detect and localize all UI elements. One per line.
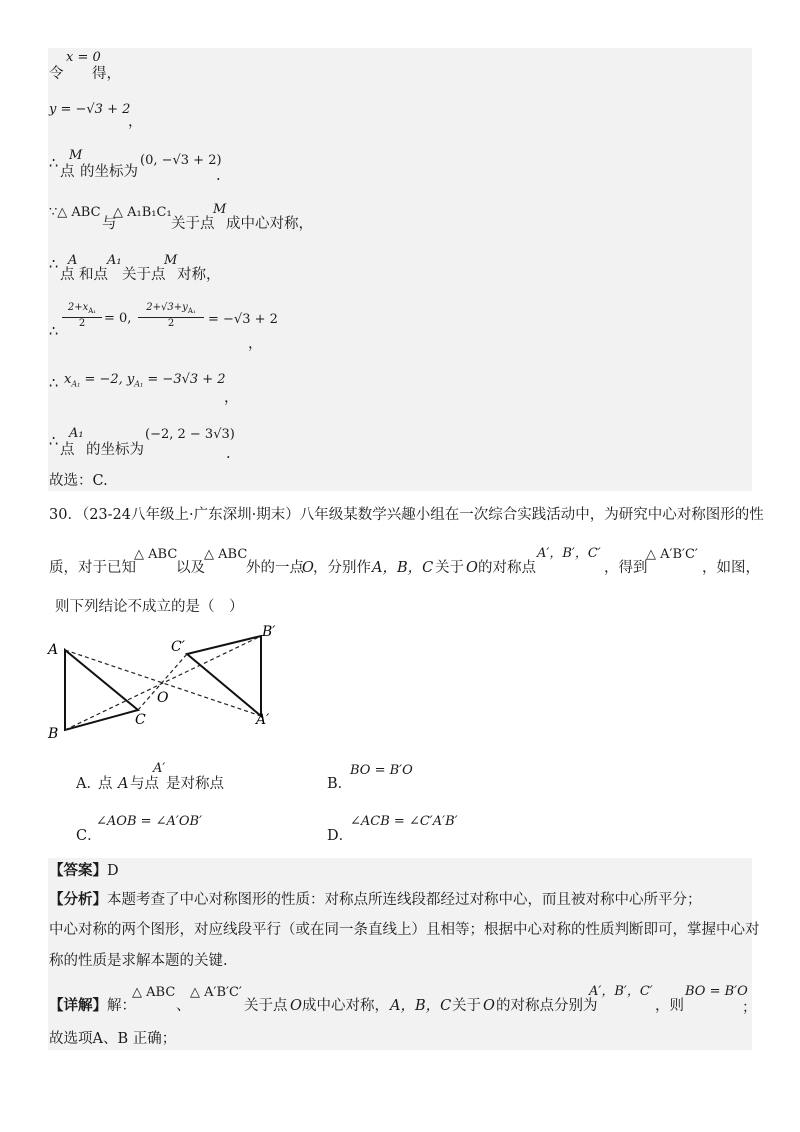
sol-l7-a: ∴ <box>49 376 59 392</box>
q2-h: ，得到 <box>604 560 648 576</box>
sol-l7-x: x <box>64 372 72 387</box>
sol-l6-c: ， <box>248 336 263 352</box>
sol-l8-d: . <box>226 446 231 462</box>
sol-l8-a: ∴ <box>49 434 59 450</box>
analysis-line-1: 本题考查了中心对称图形的性质：对称点所连线段都经过对称中心，而且被对称中心所平分； <box>107 892 702 908</box>
sol-l5-M: M <box>164 253 178 268</box>
sol-l5-A: A <box>68 253 78 268</box>
fraction-1 <box>62 302 102 330</box>
label-Bp: B′ <box>262 624 276 640</box>
q2-a: 质，对于已知 <box>49 560 136 576</box>
sol-l5-A1: A₁ <box>107 253 122 268</box>
option-a-text2: 与点 <box>130 776 159 792</box>
frac1-num: 2+x <box>67 302 89 313</box>
q2-d: ，分别作 <box>313 560 371 576</box>
answer-label: 【答案】 <box>49 862 107 879</box>
label-A: A <box>48 642 59 658</box>
analysis-line-2: 中心对称的两个图形，对应线段平行（或在同一条直线上）且相等；根据中心对称的性质判断即可，掌握中心对 <box>49 922 760 938</box>
analysis-line-3: 称的性质是求解本题的关键. <box>49 953 228 969</box>
sol-l4-c: △ A₁B₁C₁ <box>113 205 172 220</box>
option-d-label: D． <box>327 828 354 844</box>
label-O: O <box>157 690 169 706</box>
sol-l5-e: 对称， <box>177 267 221 283</box>
sol-l5-d: 关于点 <box>122 267 166 283</box>
option-c-eq: ∠AOB = ∠A′OB′ <box>96 814 203 829</box>
sol-l8-b: 点 <box>60 442 75 458</box>
sol-l4-d: 关于点 <box>171 216 215 232</box>
q2-tri3: △ A′B′C′ <box>646 547 698 562</box>
sol-l3-c: 的坐标为 <box>80 164 138 180</box>
sol-l4-b: 与 <box>102 216 117 232</box>
detail-O2: O <box>483 998 495 1014</box>
question-line-3: 则下列结论不成立的是（ ） <box>55 599 244 615</box>
answer-value: D <box>107 863 119 879</box>
frac1-sub: A₁ <box>88 307 97 315</box>
sol-l8-c: 的坐标为 <box>86 442 144 458</box>
dashed-line-bbp <box>65 636 261 730</box>
detail-c: 关于点 <box>244 998 288 1014</box>
geometry-figure <box>40 620 290 745</box>
option-a-pt2: A′ <box>153 761 166 776</box>
sol-l3-coord: (0, −√3 + 2) <box>140 153 222 168</box>
frac2-sub: A₁ <box>187 307 196 315</box>
sol-l5-b: 点 <box>60 267 75 283</box>
sol-l6-eq2: = −√3 + 2 <box>208 312 278 327</box>
question-line-1: 30．（23-24八年级上·广东深圳·期末）八年级某数学兴趣小组在一次综合实践活动中，为研究中心对称图形的性 <box>49 507 764 523</box>
q2-e: A，B，C <box>372 560 434 576</box>
sol-l4-a: ∵△ ABC <box>49 205 101 220</box>
detail-O: O <box>290 998 302 1014</box>
frac1-den: 2 <box>78 318 86 329</box>
option-a-pt: A <box>118 776 129 792</box>
detail-i: ； <box>742 1000 757 1016</box>
label-Ap: A′ <box>256 712 270 728</box>
sol-l3-b: 点 <box>60 164 75 180</box>
sol-l5-a: ∴ <box>49 257 59 273</box>
label-B: B <box>48 726 59 742</box>
sol-l2: y = −√3 + 2 <box>49 102 131 117</box>
sol-l4-e: 成中心对称， <box>226 216 313 232</box>
detail-label: 【详解】 <box>49 997 107 1014</box>
sol-l6-a: ∴ <box>49 324 59 340</box>
sol-l7-eq2: = −2, y <box>84 372 135 387</box>
detail-tri1: △ ABC <box>132 985 176 1000</box>
option-a-text3: 是对称点 <box>166 776 224 792</box>
option-d-eq: ∠ACB = ∠C′A′B′ <box>350 814 458 829</box>
detail-e: A，B，C <box>390 998 452 1014</box>
triangle-apbpcp <box>187 636 261 716</box>
sol-l2-c: ， <box>128 114 143 130</box>
option-c-label: C． <box>76 828 102 844</box>
option-a-label: A． <box>76 776 101 792</box>
sol-l7-c: ， <box>224 390 239 406</box>
q2-O2: O <box>466 560 478 576</box>
sol-l8-A1: A₁ <box>69 426 84 441</box>
detail-pts: A′，B′，C′ <box>589 984 653 999</box>
detail-a: 解： <box>107 998 136 1014</box>
fraction-2 <box>138 302 204 330</box>
option-b-eq: BO = B′O <box>350 763 413 778</box>
sol-choice: 故选：C. <box>49 473 108 489</box>
sol-l7-s2: A₁ <box>134 379 144 389</box>
detail-f: 关于 <box>452 998 481 1014</box>
detail-b: 、 <box>176 998 191 1014</box>
q2-O: O <box>302 560 314 576</box>
frac2-den: 2 <box>167 318 175 329</box>
sol-l1-a: 令 <box>49 66 64 82</box>
label-C: C <box>135 712 146 728</box>
q2-c: 外的一点 <box>246 560 304 576</box>
label-Cp: C′ <box>171 639 185 655</box>
sol-l5-c: 和点 <box>79 267 108 283</box>
q2-f: 关于 <box>435 560 464 576</box>
sol-l3-a: ∴ <box>49 156 59 172</box>
detail-g: 的对称点分别为 <box>496 998 598 1014</box>
q2-i: ，如图， <box>702 560 760 576</box>
sol-l7-s1: A₁ <box>71 379 81 389</box>
sol-l3-d: . <box>216 168 221 184</box>
sol-l6-eq1: = 0, <box>104 311 132 326</box>
detail-h: ，则 <box>655 998 684 1014</box>
sol-l8-coord: (−2, 2 − 3√3) <box>145 427 235 442</box>
detail-d: 成中心对称， <box>302 998 389 1014</box>
q2-tri1: △ ABC <box>134 547 178 562</box>
sol-l7-eq3: = −3√3 + 2 <box>147 372 226 387</box>
option-a-text1: 点 <box>98 776 113 792</box>
detail-eq: BO = B′O <box>685 984 748 999</box>
frac2-num: 2+√3+y <box>146 302 188 313</box>
sol-l1-b: 得， <box>92 66 121 82</box>
option-b-label: B． <box>327 776 353 792</box>
sol-l7 <box>64 370 226 395</box>
q2-pts: A′，B′，C′ <box>537 546 601 561</box>
analysis-label: 【分析】 <box>49 891 107 908</box>
detail-tri2: △ A′B′C′ <box>190 985 242 1000</box>
detail-last: 故选项A、B 正确； <box>49 1031 177 1047</box>
q2-tri2: △ ABC <box>204 547 248 562</box>
sol-l3-m: M <box>69 148 83 163</box>
sol-l4-m: M <box>213 202 227 217</box>
sol-l1-x: x = 0 <box>66 50 101 65</box>
q2-g: 的对称点 <box>478 560 536 576</box>
q2-b: 以及 <box>176 560 205 576</box>
